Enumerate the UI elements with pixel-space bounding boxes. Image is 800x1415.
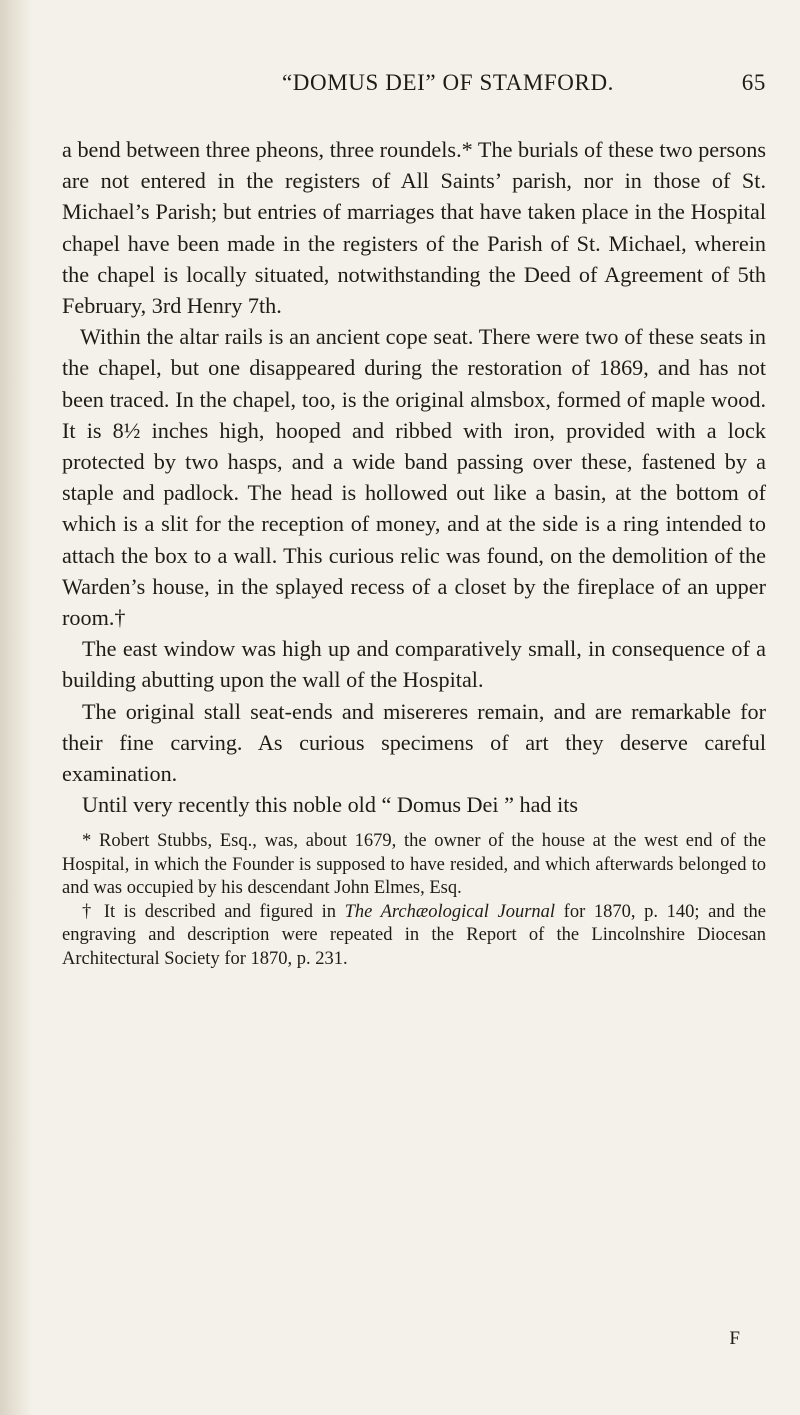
footnote-2-before: † It is described and figured in (82, 901, 345, 922)
paragraph-1: a bend between three pheons, three roundels.* The burials of these two persons are not entered in the registers of All Saints’ parish, nor in those of St. Michael’s Parish; but entries of marriages that have taken place in the Hospital chapel have been made in the registers of the Parish of St. Michael, wherein the chapel is locally situated, notwithstanding the Deed of Agreement of 5th February, 3rd Henry 7th. (62, 137, 766, 319)
footnote-2-after: for 1870, p. 140; and the engraving and description were repeated in the Report of the Lincolnshire Diocesan Architectural Society for 1870, p. 231. (62, 901, 767, 969)
footnote-1: * Robert Stubbs, Esq., was, about 1679, the owner of the house at the west end of the Hospital, in which the Founder is supposed to have resided, and which afterwards belonged to and was occupied by his descendant John Elmes, Esq. (62, 831, 766, 899)
footnotes (62, 830, 766, 970)
running-title: “DOMUS DEI” OF STAMFORD. (282, 70, 615, 95)
signature-mark: F (729, 1328, 740, 1349)
paragraph-5: Until very recently this noble old “ Domus Dei ” had its (82, 792, 579, 818)
page-number: 65 (741, 70, 766, 95)
book-page (62, 70, 766, 1390)
footnote-2-journal: The Archæological Journal (344, 901, 556, 922)
paragraph-4: The original stall seat-ends and misereres remain, and are remarkable for their fine carving. As curious specimens of art they deserve careful examination. (62, 698, 766, 787)
binding-shadow (0, 0, 32, 1415)
paragraph-3: The east window was high up and comparatively small, in consequence of a building abutting upon the wall of the Hospital. (62, 636, 766, 693)
main-text (62, 134, 766, 820)
paragraph-2: Within the altar rails is an ancient cope seat. There were two of these seats in the chapel, but one disappeared during the restoration of 1869, and has not been traced. In the chapel, too, is the original almsbox, formed of maple wood. It is 8½ inches high, hooped and ribbed with iron, provided with a lock protected by two hasps, and a wide band passing over these, fastened by a staple and padlock. The head is hollowed out like a basin, at the bottom of which is a slit for the reception of money, and at the side is a ring intended to attach the box to a wall. This curious relic was found, on the demolition of the Warden’s house, in the splayed recess of a closet by the fireplace of an upper room.† (62, 324, 766, 631)
running-head (62, 70, 766, 104)
footnote-2 (62, 901, 766, 971)
